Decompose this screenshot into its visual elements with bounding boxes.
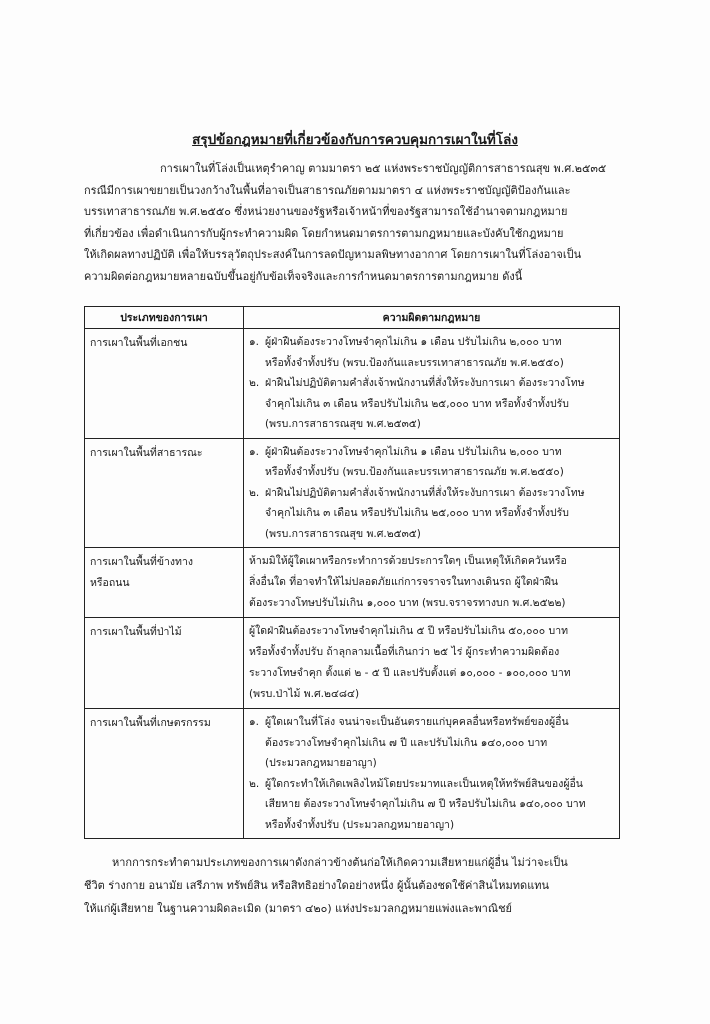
offense-text: ผู้ใดกระทำให้เกิดเพลิงไหม้โดยประมาทและเป็นเหตุให้ทรัพย์สินของผู้อื่น bbox=[265, 777, 583, 790]
offense-text: เสียหาย ต้องระวางโทษจำคุกไม่เกิน ๗ ปี หรือปรับไม่เกิน ๑๔๐,๐๐๐ บาท bbox=[265, 798, 586, 810]
offense-text: ฝ่าฝืนไม่ปฏิบัติตามคำสั่งเจ้าพนักงานที่สั่งให้ระงับการเผา ต้องระวางโทษ bbox=[265, 486, 585, 499]
table-row bbox=[85, 709, 620, 839]
closing-paragraph bbox=[84, 851, 634, 920]
intro-line: ที่เกี่ยวข้อง เพื่อดำเนินการกับผู้กระทำความผิด โดยกำหนดมาตรการตามกฎหมายและบังคับใช้กฎหมาย bbox=[84, 226, 564, 240]
intro-line: บรรเทาสาธารณภัย พ.ศ.๒๕๕๐ ซึ่งหน่วยงานของรัฐหรือเจ้าหน้าที่ของรัฐสามารถใช้อำนาจตามกฎหมาย bbox=[84, 205, 568, 218]
offense-item bbox=[249, 442, 614, 483]
burning-type-label: การเผาในพื้นที่เกษตรกรรม bbox=[90, 717, 211, 729]
offense-text: ระวางโทษจำคุก ตั้งแต่ ๒ - ๕ ปี และปรับตั้งแต่ ๑๐,๐๐๐ - ๑๐๐,๐๐๐ บาท bbox=[249, 667, 571, 679]
offense-text: ต้องระวางโทษปรับไม่เกิน ๑,๐๐๐ บาท (พรบ.จราจรทางบก พ.ศ.๒๕๒๒) bbox=[249, 597, 566, 609]
burning-type-cell bbox=[85, 618, 244, 709]
item-number: ๑. bbox=[249, 716, 260, 728]
closing-line: หากการกระทำตามประเภทของการเผาดังกล่าวข้างต้นก่อให้เกิดความเสียหายแก่ผู้อื่น ไม่ว่าจะเป็น bbox=[112, 856, 568, 869]
offense-item bbox=[249, 483, 614, 545]
offense-item bbox=[249, 332, 614, 373]
offense-text: ผู้ฝ่าฝืนต้องระวางโทษจำคุกไม่เกิน ๑ เดือน ปรับไม่เกิน ๒,๐๐๐ บาท bbox=[265, 336, 562, 348]
header-burning-type: ประเภทของการเผา bbox=[85, 307, 244, 329]
header-legal-offense: ความผิดตามกฎหมาย bbox=[244, 307, 620, 329]
offense-cell bbox=[244, 709, 620, 839]
burning-type-cell bbox=[85, 438, 244, 548]
offense-text: ผู้ใดฝ่าฝืนต้องระวางโทษจำคุกไม่เกิน ๕ ปี หรือปรับไม่เกิน ๕๐,๐๐๐ บาท bbox=[249, 625, 569, 637]
intro-line: ให้เกิดผลทางปฏิบัติ เพื่อให้บรรลุวัตถุประสงค์ในการลดปัญหามลพิษทางอากาศ โดยการเผาในที่โล่งอาจเป็น bbox=[84, 248, 582, 261]
item-number: ๒. bbox=[249, 486, 260, 499]
offense-text: จำคุกไม่เกิน ๓ เดือน หรือปรับไม่เกิน ๒๕,๐๐๐ บาท หรือทั้งจำทั้งปรับ bbox=[265, 507, 569, 519]
closing-line: ชีวิต ร่างกาย อนามัย เสรีภาพ ทรัพย์สิน หรือสิทธิอย่างใดอย่างหนึ่ง ผู้นั้นต้องชดใช้ค่าสินไหมทดแทน bbox=[84, 879, 550, 892]
offense-text: หรือทั้งจำทั้งปรับ (ประมวลกฎหมายอาญา) bbox=[265, 818, 455, 831]
offense-text: หรือทั้งจำทั้งปรับ (พรบ.ป้องกันและบรรเทาสาธารณภัย พ.ศ.๒๕๕๐) bbox=[265, 466, 564, 478]
burning-type-cell bbox=[85, 709, 244, 839]
burning-type-label: หรือถนน bbox=[90, 577, 130, 589]
offense-cell bbox=[244, 618, 620, 709]
offense-cell bbox=[244, 548, 620, 618]
intro-line: กรณีมีการเผาขยายเป็นวงกว้างในพื้นที่อาจเป็นสาธารณภัยตามมาตรา ๔ แห่งพระราชบัญญัติป้องกันและ bbox=[84, 183, 571, 197]
item-number: ๒. bbox=[249, 777, 260, 790]
offense-item bbox=[249, 712, 614, 774]
table-row bbox=[85, 618, 620, 709]
offense-cell bbox=[244, 438, 620, 548]
item-number: ๑. bbox=[249, 336, 260, 348]
table-row bbox=[85, 329, 620, 439]
table-row bbox=[85, 548, 620, 618]
table-row bbox=[85, 438, 620, 548]
item-number: ๑. bbox=[249, 445, 260, 458]
table-header-row bbox=[85, 307, 620, 329]
offense-text: หรือทั้งจำทั้งปรับ (พรบ.ป้องกันและบรรเทาสาธารณภัย พ.ศ.๒๕๕๐) bbox=[265, 356, 564, 369]
intro-line: ความผิดต่อกฎหมายหลายฉบับขึ้นอยู่กับข้อเท็จจริงและการกำหนดมาตรการตามกฎหมาย ดังนี้ bbox=[84, 269, 523, 283]
page-title: สรุปข้อกฎหมายที่เกี่ยวข้องกับการควบคุมการเผาในที่โล่ง bbox=[192, 132, 518, 148]
intro-line: การเผาในที่โล่งเป็นเหตุรำคาญ ตามมาตรา ๒๕ แห่งพระราชบัญญัติการสาธารณสุข พ.ศ.๒๕๓๕ bbox=[160, 162, 607, 175]
intro-paragraph bbox=[84, 158, 624, 287]
offense-text: หรือทั้งจำทั้งปรับ ถ้าลุกลามเนื้อที่เกินกว่า ๒๕ ไร่ ผู้กระทำความผิดต้อง bbox=[249, 646, 560, 658]
offense-text: จำคุกไม่เกิน ๓ เดือน หรือปรับไม่เกิน ๒๕,๐๐๐ บาท หรือทั้งจำทั้งปรับ bbox=[265, 397, 569, 410]
offense-text: ต้องระวางโทษจำคุกไม่เกิน ๗ ปี และปรับไม่เกิน ๑๔๐,๐๐๐ บาท bbox=[265, 736, 548, 749]
offense-text: (ประมวลกฎหมายอาญา) bbox=[265, 757, 377, 769]
offense-text: ผู้ฝ่าฝืนต้องระวางโทษจำคุกไม่เกิน ๑ เดือน ปรับไม่เกิน ๒,๐๐๐ บาท bbox=[265, 445, 562, 458]
burning-type-cell bbox=[85, 329, 244, 439]
closing-line: ให้แก่ผู้เสียหาย ในฐานความผิดละเมิด (มาตรา ๔๒๐) แห่งประมวลกฎหมายแพ่งและพาณิชย์ bbox=[84, 902, 512, 915]
offense-text: ฝ่าฝืนไม่ปฏิบัติตามคำสั่งเจ้าพนักงานที่สั่งให้ระงับการเผา ต้องระวางโทษ bbox=[265, 377, 585, 389]
offense-cell bbox=[244, 329, 620, 439]
offense-text: (พรบ.การสาธารณสุข พ.ศ.๒๕๓๕) bbox=[265, 418, 421, 430]
offense-item bbox=[249, 774, 614, 836]
burning-type-label: การเผาในพื้นที่สาธารณะ bbox=[90, 446, 203, 459]
offense-text: (พรบ.ป่าไม้ พ.ศ.๒๔๘๔) bbox=[249, 688, 360, 700]
offense-text: ห้ามมิให้ผู้ใดเผาหรือกระทำการด้วยประการใดๆ เป็นเหตุให้เกิดควันหรือ bbox=[249, 555, 567, 567]
burning-type-label: การเผาในพื้นที่เอกชน bbox=[90, 337, 188, 349]
burning-type-cell bbox=[85, 548, 244, 618]
law-table bbox=[84, 306, 620, 839]
offense-text: (พรบ.การสาธารณสุข พ.ศ.๒๕๓๕) bbox=[265, 527, 421, 540]
item-number: ๒. bbox=[249, 377, 260, 389]
offense-text: ผู้ใดเผาในที่โล่ง จนน่าจะเป็นอันตรายแก่บุคคลอื่นหรือทรัพย์ของผู้อื่น bbox=[265, 716, 569, 728]
offense-item bbox=[249, 373, 614, 435]
burning-type-label: การเผาในพื้นที่ข้างทาง bbox=[90, 556, 194, 568]
burning-type-label: การเผาในพื้นที่ป่าไม้ bbox=[90, 626, 182, 638]
offense-text: สิ่งอื่นใด ที่อาจทำให้ไม่ปลอดภัยแก่การจราจรในทางเดินรถ ผู้ใดฝ่าฝืน bbox=[249, 576, 559, 588]
